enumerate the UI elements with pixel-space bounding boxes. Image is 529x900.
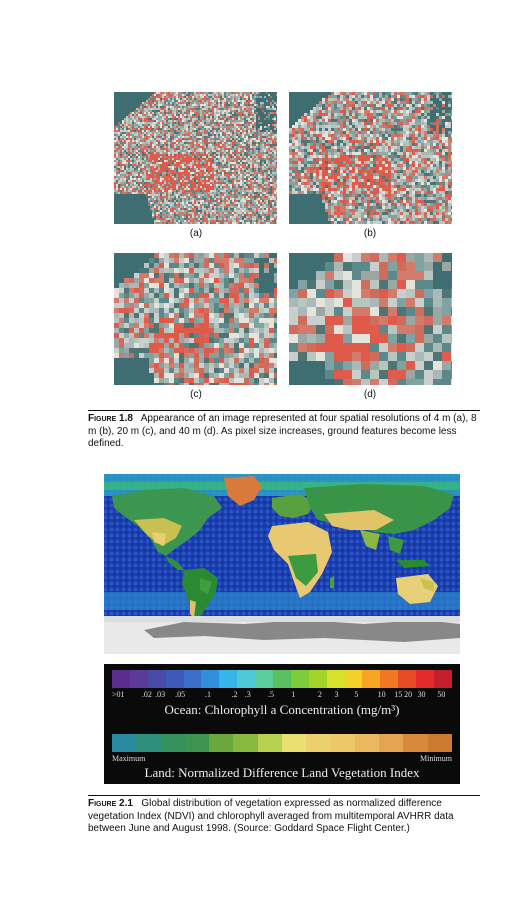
ocean-scale-swatch	[416, 670, 434, 688]
land-scale-swatch	[331, 734, 355, 752]
land-scale-swatch	[258, 734, 282, 752]
ocean-scale-swatch	[201, 670, 219, 688]
land-scale-swatch	[233, 734, 257, 752]
land-color-scale	[112, 734, 452, 752]
ocean-tick-label: 15	[394, 690, 403, 699]
figure-1-8-caption	[88, 413, 480, 451]
land-min-label: Minimum	[419, 754, 452, 763]
caption-rule-2-1	[88, 795, 480, 796]
ocean-tick-label: 10	[377, 690, 386, 699]
figure-2-1-caption	[88, 798, 480, 836]
ocean-scale-swatch	[184, 670, 202, 688]
ocean-color-scale	[112, 670, 452, 688]
ocean-legend-title: Ocean: Chlorophyll a Concentration (mg/m³)	[164, 702, 400, 717]
land-legend-title: Land: Normalized Difference Land Vegetation Index	[144, 765, 420, 780]
figure-2-1-text: Global distribution of vegetation expressed as normalized difference vegetation Index (NDVI) and chlorophyll averaged from multitemporal AVHRR data between June and August 1998. (Source: Goddard Space Flight Center.)	[88, 798, 454, 834]
panel-a-image	[114, 92, 277, 224]
panel-b-label: (b)	[363, 228, 377, 239]
figure-2-1-label: Figure 2.1	[88, 798, 133, 809]
caption-rule-1-8	[88, 410, 480, 411]
land-scale-swatch	[161, 734, 185, 752]
panel-c-image	[114, 253, 277, 385]
ocean-tick-label: 20	[404, 690, 413, 699]
ocean-scale-swatch	[148, 670, 166, 688]
ocean-scale-swatch	[398, 670, 416, 688]
ocean-scale-swatch	[380, 670, 398, 688]
panel-b-image	[289, 92, 452, 224]
ocean-tick-label: .5	[268, 690, 275, 699]
figure-1-8-text: Appearance of an image represented at four spatial resolutions of 4 m (a), 8 m (b), 20 m (c), and 40 m (d). As pixel size increases, ground features become less defined.	[88, 413, 477, 449]
land-scale-swatch	[112, 734, 136, 752]
panel-c-label: (c)	[190, 389, 202, 400]
ocean-scale-swatch	[345, 670, 363, 688]
ocean-scale-swatch	[255, 670, 273, 688]
global-vegetation-map	[104, 474, 460, 654]
land-scale-swatch	[355, 734, 379, 752]
land-scale-swatch	[403, 734, 427, 752]
ocean-tick-label: .03	[155, 690, 166, 699]
land-scale-swatch	[282, 734, 306, 752]
ocean-tick-label: 5	[354, 690, 359, 699]
ocean-scale-swatch	[434, 670, 452, 688]
ocean-tick-label: 2	[317, 690, 322, 699]
panel-d-label: (d)	[363, 389, 377, 400]
land-scale-swatch	[428, 734, 452, 752]
ocean-tick-label: >01	[112, 690, 125, 699]
ocean-scale-swatch	[362, 670, 380, 688]
ocean-scale-swatch	[219, 670, 237, 688]
ocean-scale-swatch	[327, 670, 345, 688]
map-legend	[104, 664, 460, 784]
land-scale-swatch	[185, 734, 209, 752]
ocean-scale-swatch	[130, 670, 148, 688]
ocean-tick-label: 1	[291, 690, 296, 699]
ocean-tick-label: 50	[437, 690, 446, 699]
land-scale-swatch	[136, 734, 160, 752]
ocean-tick-label: .02	[141, 690, 152, 699]
ocean-tick-label: .05	[175, 690, 186, 699]
ocean-scale-swatch	[309, 670, 327, 688]
ocean-scale-swatch	[237, 670, 255, 688]
ocean-scale-swatch	[273, 670, 291, 688]
land-max-label: Maximum	[112, 754, 146, 763]
land-scale-swatch	[306, 734, 330, 752]
ocean-tick-label: 3	[334, 690, 339, 699]
ocean-scale-swatch	[166, 670, 184, 688]
ocean-tick-label: .2	[231, 690, 238, 699]
panel-a-label: (a)	[189, 228, 203, 239]
land-scale-swatch	[379, 734, 403, 752]
ocean-scale-swatch	[112, 670, 130, 688]
land-scale-swatch	[209, 734, 233, 752]
ocean-tick-label: .1	[204, 690, 211, 699]
ocean-tick-label: 30	[417, 690, 426, 699]
ocean-tick-label: .3	[244, 690, 251, 699]
ocean-scale-swatch	[291, 670, 309, 688]
figure-1-8-label: Figure 1.8	[88, 413, 133, 424]
panel-d-image	[289, 253, 452, 385]
